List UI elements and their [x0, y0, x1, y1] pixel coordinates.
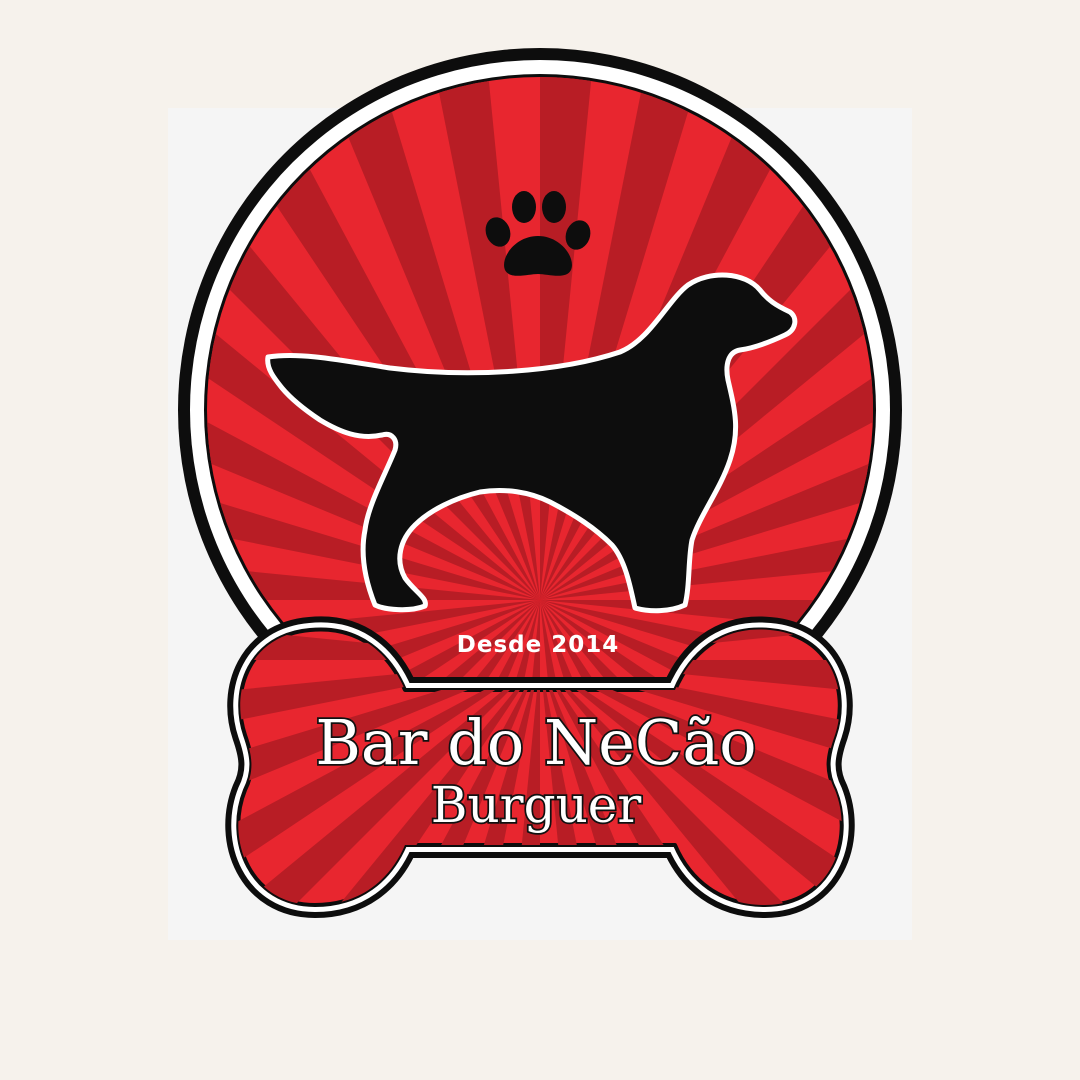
brand-name: Bar do NeCão	[315, 706, 757, 779]
since-label: Desde 2014	[456, 632, 620, 658]
brand-subtitle: Burguer	[430, 776, 642, 834]
